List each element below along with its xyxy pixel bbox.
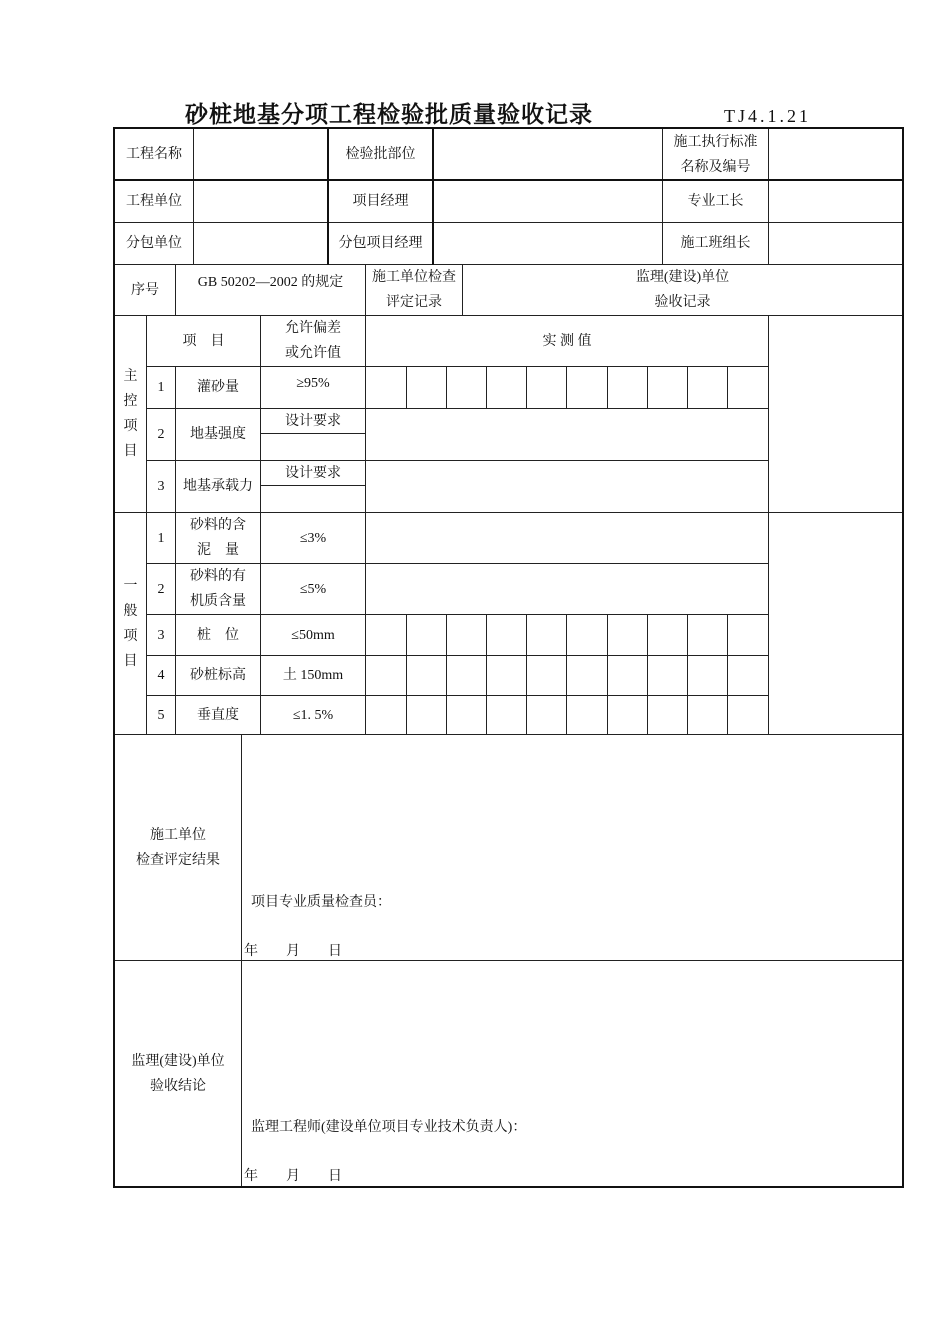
general-item-no: 4 xyxy=(146,655,176,696)
check-record-header xyxy=(365,264,463,316)
construction-result-label-line2: 检查评定结果 xyxy=(136,852,220,868)
measured-cell xyxy=(687,366,728,409)
supervision-result-label-line1: 监理(建设)单位 xyxy=(131,1053,225,1069)
measured-cell xyxy=(365,655,407,696)
main-item-value: ≥95% xyxy=(260,366,366,409)
measured-cell xyxy=(526,695,567,735)
measured-cell xyxy=(406,655,447,696)
standard-value-cell xyxy=(768,128,903,181)
general-label-char: 目 xyxy=(123,653,138,669)
general-item-value: 土 150mm xyxy=(260,655,366,696)
main-item-value: 设计要求 xyxy=(260,408,366,434)
main-control-label-char: 目 xyxy=(123,444,138,459)
standard-label-line2: 名称及编号 xyxy=(680,159,751,175)
measured-cell xyxy=(647,695,688,735)
measured-cell xyxy=(446,366,487,409)
general-item-no: 5 xyxy=(146,695,176,735)
general-item-value: ≤50mm xyxy=(260,614,366,656)
foreman-label: 专业工长 xyxy=(662,180,769,223)
supervision-date-label: 年 月 日 xyxy=(244,1169,342,1184)
measured-cell xyxy=(365,614,407,656)
construction-result-content xyxy=(241,734,903,961)
main-item-no: 2 xyxy=(146,408,176,461)
sub-project-manager-value-cell xyxy=(433,222,663,265)
team-leader-label: 施工班组长 xyxy=(662,222,769,265)
measured-cell xyxy=(446,614,487,656)
measured-cell xyxy=(727,655,769,696)
header-divider-line xyxy=(114,179,903,181)
sub-project-manager-label: 分包项目经理 xyxy=(327,222,434,265)
general-label-char: 项 xyxy=(123,628,138,644)
supervision-result-label-line2: 验收结论 xyxy=(150,1078,206,1094)
construction-date-label: 年 月 日 xyxy=(244,944,342,959)
batch-location-value-cell xyxy=(433,128,663,181)
measured-cell xyxy=(687,614,728,656)
general-item-no: 1 xyxy=(146,512,176,564)
project-name-value-cell xyxy=(193,128,328,181)
measured-cell xyxy=(607,614,648,656)
measured-cell xyxy=(607,695,648,735)
main-control-label-char: 主 xyxy=(123,369,138,384)
standard-label-line1: 施工执行标准 xyxy=(673,134,758,150)
main-item-measured-cell xyxy=(365,408,769,461)
general-item-no: 2 xyxy=(146,563,176,615)
general-item-value: ≤1. 5% xyxy=(260,695,366,735)
main-item-value-sub-cell xyxy=(260,485,366,513)
measured-cell xyxy=(486,695,527,735)
general-item-no: 3 xyxy=(146,614,176,656)
measured-cell xyxy=(727,695,769,735)
main-control-label-char: 控 xyxy=(123,394,138,409)
main-item-measured-cell xyxy=(365,460,769,513)
measured-cell xyxy=(566,655,608,696)
project-manager-value-cell xyxy=(433,180,663,223)
measured-cell xyxy=(446,655,487,696)
supervision-signer-label: 监理工程师(建设单位项目专业技术负责人)： xyxy=(251,1120,527,1135)
supervision-record-header-line1: 监理(建设)单位 xyxy=(635,270,730,285)
measured-cell xyxy=(607,655,648,696)
main-item-name: 地基强度 xyxy=(175,408,261,461)
measured-cell xyxy=(647,614,688,656)
check-record-header-line2: 评定记录 xyxy=(386,295,442,310)
measured-cell xyxy=(727,366,769,409)
item-header: 项 目 xyxy=(146,315,261,367)
header-vertical-rule xyxy=(327,128,329,265)
foreman-value-cell xyxy=(768,180,903,223)
measured-cell xyxy=(526,366,567,409)
general-item-name-line1: 砂料的含 xyxy=(190,518,246,533)
supervision-result-content xyxy=(241,960,903,1187)
project-manager-label: 项目经理 xyxy=(327,180,434,223)
general-item-name-line1: 砂料的有 xyxy=(190,569,246,584)
general-item-name: 桩 位 xyxy=(175,614,261,656)
main-item-value: 设计要求 xyxy=(260,460,366,486)
seq-header: 序号 xyxy=(114,264,176,316)
construction-result-label-line1: 施工单位 xyxy=(150,827,206,843)
measured-cell xyxy=(647,655,688,696)
main-item-value-sub-cell xyxy=(260,433,366,461)
general-item-value: ≤5% xyxy=(260,563,366,615)
main-control-label xyxy=(114,315,147,513)
general-item-name-line2: 泥 量 xyxy=(197,543,239,558)
subcontractor-value-cell xyxy=(193,222,328,265)
general-item-name-line2: 机质含量 xyxy=(190,594,246,609)
measured-cell xyxy=(687,695,728,735)
measured-cell xyxy=(486,366,527,409)
measured-cell xyxy=(607,366,648,409)
measured-cell xyxy=(526,614,567,656)
general-item-measured-cell xyxy=(365,512,769,564)
main-item-name: 地基承载力 xyxy=(175,460,261,513)
tolerance-header xyxy=(260,315,366,367)
measured-cell xyxy=(566,366,608,409)
measured-values-header: 实 测 值 xyxy=(365,315,769,367)
standard-label xyxy=(662,128,769,181)
construction-result-label xyxy=(114,734,242,961)
general-item-name xyxy=(175,512,261,564)
main-control-label-char: 项 xyxy=(123,419,138,434)
main-item-name: 灌砂量 xyxy=(175,366,261,409)
batch-location-label: 检验批部位 xyxy=(327,128,434,181)
main-control-supervision-cell xyxy=(768,315,903,513)
construction-signer-label: 项目专业质量检查员： xyxy=(251,895,391,910)
check-record-header-line1: 施工单位检查 xyxy=(372,270,456,285)
form-code: TJ4.1.21 xyxy=(724,106,811,126)
measured-cell xyxy=(446,695,487,735)
general-item-name: 砂桩标高 xyxy=(175,655,261,696)
measured-cell xyxy=(406,614,447,656)
measured-cell xyxy=(687,655,728,696)
supervision-record-header-line2: 验收记录 xyxy=(654,295,711,310)
measured-cell xyxy=(486,655,527,696)
tolerance-header-line2: 或允许值 xyxy=(285,346,341,361)
measured-cell xyxy=(486,614,527,656)
general-label-char: 一 xyxy=(123,578,138,594)
supervision-record-header xyxy=(462,264,903,316)
team-leader-value-cell xyxy=(768,222,903,265)
supervision-result-label xyxy=(114,960,242,1187)
general-item-name xyxy=(175,563,261,615)
general-item-name: 垂直度 xyxy=(175,695,261,735)
general-items-label xyxy=(114,512,147,735)
general-label-char: 般 xyxy=(123,603,138,619)
measured-cell xyxy=(647,366,688,409)
measured-cell xyxy=(526,655,567,696)
general-item-value: ≤3% xyxy=(260,512,366,564)
general-item-measured-cell xyxy=(365,563,769,615)
main-item-no: 1 xyxy=(146,366,176,409)
measured-cell xyxy=(365,695,407,735)
measured-cell xyxy=(365,366,407,409)
measured-cell xyxy=(727,614,769,656)
spec-header: GB 50202—2002 的规定 xyxy=(175,264,366,316)
tolerance-header-line1: 允许偏差 xyxy=(285,321,341,336)
general-supervision-cell xyxy=(768,512,903,735)
measured-cell xyxy=(566,695,608,735)
header-vertical-rule xyxy=(432,128,434,265)
construction-unit-value-cell xyxy=(193,180,328,223)
measured-cell xyxy=(566,614,608,656)
main-item-no: 3 xyxy=(146,460,176,513)
construction-unit-label: 工程单位 xyxy=(114,180,194,223)
page-title: 砂桩地基分项工程检验批质量验收记录 xyxy=(185,102,593,127)
subcontractor-label: 分包单位 xyxy=(114,222,194,265)
measured-cell xyxy=(406,366,447,409)
measured-cell xyxy=(406,695,447,735)
project-name-label: 工程名称 xyxy=(114,128,194,181)
